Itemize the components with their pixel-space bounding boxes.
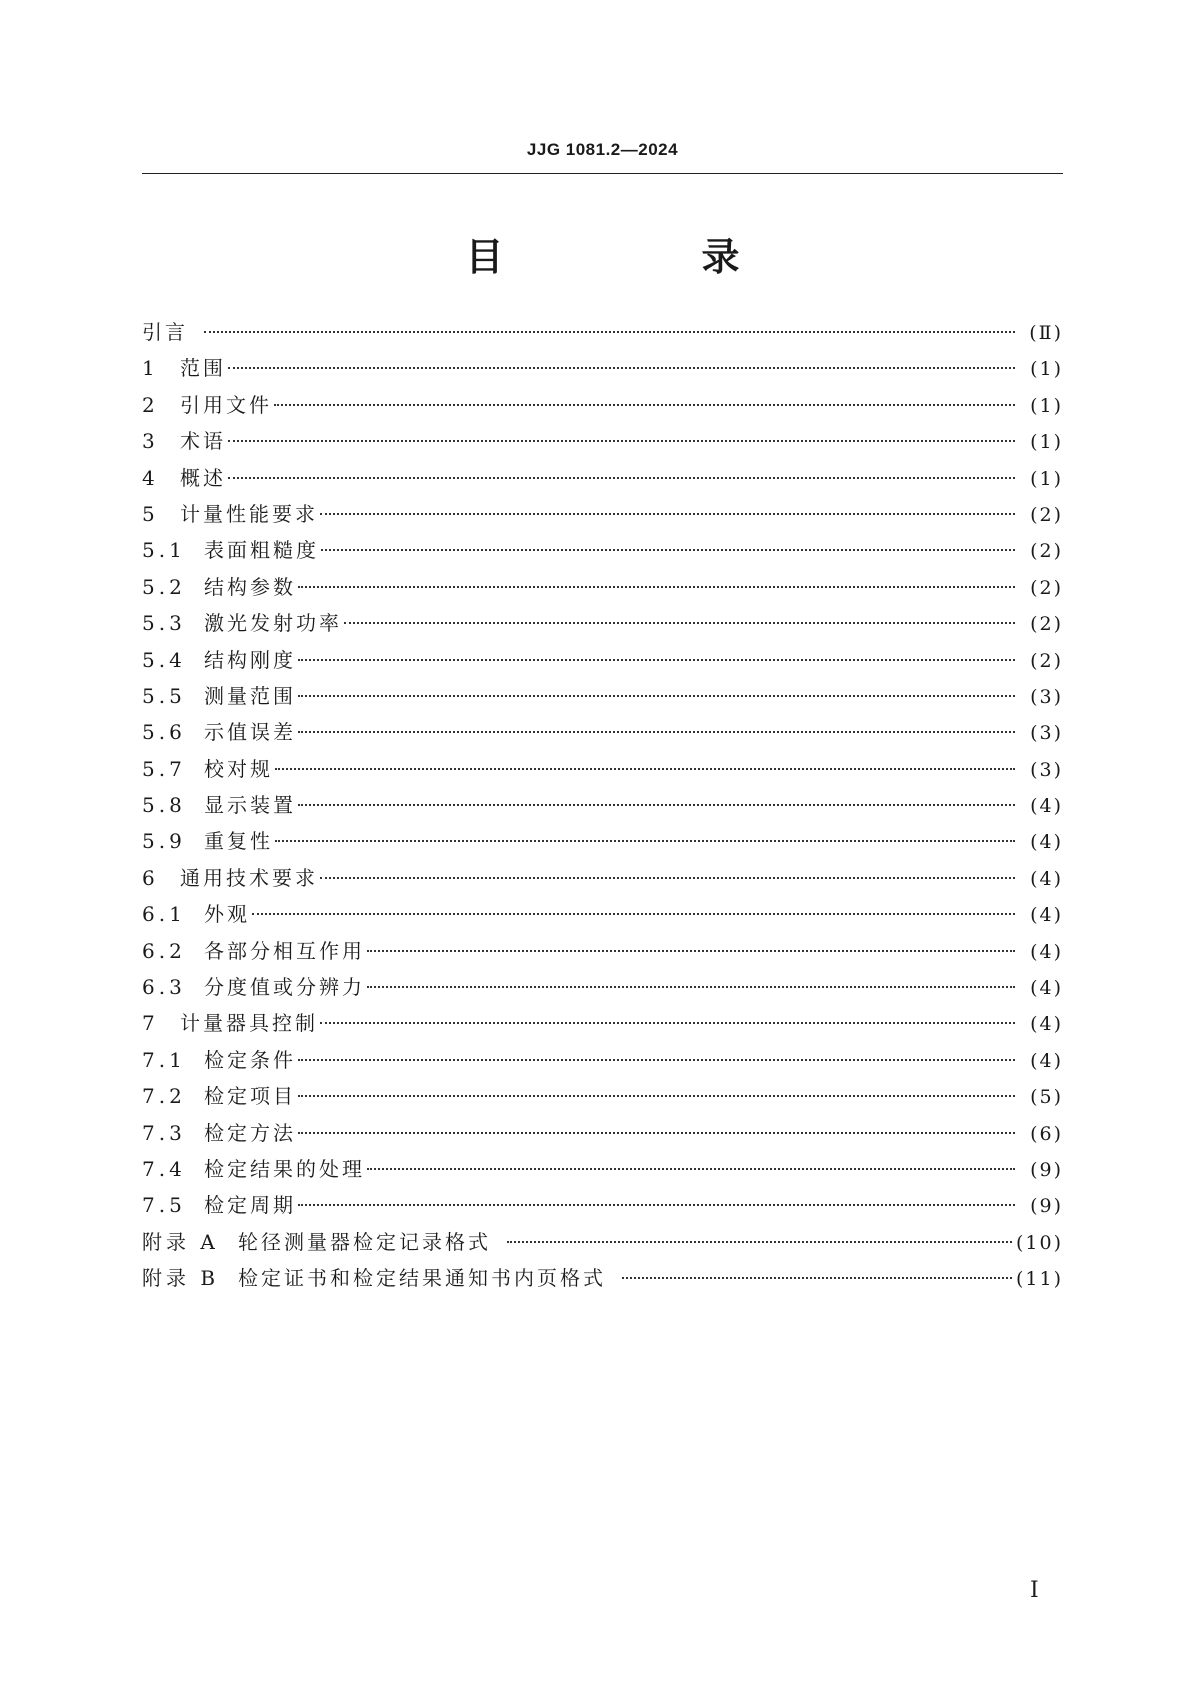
toc-entry[interactable] [142, 460, 1063, 496]
toc-leader-dots [320, 877, 1015, 879]
toc-entry-number: 5.8 [142, 793, 186, 818]
toc-leader-dots [298, 586, 1015, 588]
toc-entry-title: 概述 [180, 465, 226, 490]
toc-entry-page: (6) [1030, 1122, 1063, 1145]
toc-entry[interactable] [142, 496, 1063, 532]
toc-leader-dots [344, 622, 1015, 624]
toc-entry-page: (3) [1030, 685, 1063, 708]
toc-entry-page: (2) [1030, 540, 1063, 563]
toc-leader-dots [298, 1095, 1015, 1097]
toc-entry-page: (3) [1030, 758, 1063, 781]
toc-entry[interactable] [142, 569, 1063, 605]
toc-entry[interactable] [142, 1260, 1063, 1296]
header-rule [142, 173, 1063, 174]
toc-entry[interactable] [142, 860, 1063, 896]
toc-leader-dots [298, 804, 1015, 806]
toc-entry-page: (4) [1030, 1013, 1063, 1036]
toc-entry[interactable] [142, 350, 1063, 386]
toc-entry-number: 附录 A [142, 1229, 219, 1254]
toc-leader-dots [321, 549, 1015, 551]
toc-leader-dots [298, 659, 1015, 661]
toc-entry[interactable] [142, 896, 1063, 932]
toc-entry[interactable] [142, 1115, 1063, 1151]
toc-entry-page: (9) [1030, 1158, 1063, 1181]
toc-entry-title: 校对规 [204, 756, 273, 781]
toc-entry-page: (9) [1030, 1195, 1063, 1218]
toc-entry-title: 范围 [180, 356, 226, 381]
toc-entry-page: (2) [1030, 613, 1063, 636]
toc-entry[interactable] [142, 933, 1063, 969]
toc-entry-title: 分度值或分辨力 [204, 975, 365, 1000]
toc-entry-title: 检定证书和检定结果通知书内页格式 [238, 1266, 606, 1291]
toc-entry-page: (1) [1030, 358, 1063, 381]
toc-entry-page: (2) [1030, 503, 1063, 526]
toc-leader-dots [320, 513, 1015, 515]
toc-entry[interactable] [142, 1078, 1063, 1114]
toc-entry-page: (1) [1030, 467, 1063, 490]
toc-entry[interactable] [142, 823, 1063, 859]
toc-entry[interactable] [142, 314, 1063, 350]
toc-leader-dots [228, 367, 1015, 369]
toc-leader-dots [275, 768, 1015, 770]
toc-entry-number: 6.3 [142, 975, 186, 1000]
toc-entry[interactable] [142, 678, 1063, 714]
toc-leader-dots [507, 1241, 1012, 1243]
toc-leader-dots [367, 986, 1015, 988]
toc-entry-number: 5.1 [142, 538, 186, 563]
toc-leader-dots [298, 1059, 1015, 1061]
toc-leader-dots [228, 440, 1015, 442]
toc-entry-title: 示值误差 [204, 720, 296, 745]
toc-entry-title: 检定条件 [204, 1047, 296, 1072]
toc-entry-page: (2) [1030, 649, 1063, 672]
toc-entry-number: 5 [142, 501, 159, 526]
toc-entry-title: 轮径测量器检定记录格式 [238, 1229, 491, 1254]
toc-entry-title: 表面粗糙度 [204, 538, 319, 563]
toc-entry-number: 5.9 [142, 829, 186, 854]
toc-entry-title: 通用技术要求 [180, 865, 318, 890]
toc-entry-page: (11) [1015, 1268, 1063, 1291]
toc-entry-title: 测量范围 [204, 683, 296, 708]
toc-leader-dots [320, 1022, 1015, 1024]
toc-entry-page: (5) [1030, 1086, 1063, 1109]
toc-entry-number: 5.5 [142, 683, 186, 708]
toc-entry-page: (4) [1030, 977, 1063, 1000]
toc-entry-page: (2) [1030, 576, 1063, 599]
toc-entry[interactable] [142, 532, 1063, 568]
toc-entry-number: 4 [142, 465, 159, 490]
toc-entry-title: 计量性能要求 [180, 501, 318, 526]
toc-leader-dots [298, 1132, 1015, 1134]
toc-entry-number: 7.1 [142, 1047, 186, 1072]
toc-entry-number: 5.3 [142, 611, 186, 636]
toc-entry-page: (3) [1030, 722, 1063, 745]
toc-leader-dots [275, 840, 1015, 842]
toc-entry-page: (4) [1030, 867, 1063, 890]
toc-entry-page: (4) [1030, 795, 1063, 818]
toc-leader-dots [228, 477, 1015, 479]
toc-entry-page: (4) [1030, 1049, 1063, 1072]
toc-entry-title: 外观 [204, 902, 250, 927]
toc-entry-number: 3 [142, 429, 159, 454]
toc-entry[interactable] [142, 787, 1063, 823]
toc-entry-number: 7 [142, 1011, 159, 1036]
toc-entry-number: 5.4 [142, 647, 186, 672]
toc-entry-page: (Ⅱ) [1029, 322, 1063, 344]
toc-entry[interactable] [142, 387, 1063, 423]
toc-leader-dots [367, 1168, 1015, 1170]
toc-entry-page: (4) [1030, 904, 1063, 927]
toc-entry-page: (4) [1030, 831, 1063, 854]
toc-leader-dots [252, 913, 1015, 915]
toc-leader-dots [367, 950, 1015, 952]
table-of-contents [142, 314, 1063, 1297]
toc-entry[interactable] [142, 1042, 1063, 1078]
toc-entry-title: 重复性 [204, 829, 273, 854]
toc-entry-number: 7.4 [142, 1156, 186, 1181]
toc-entry-title: 检定项目 [204, 1084, 296, 1109]
toc-entry[interactable] [142, 423, 1063, 459]
toc-entry-page: (4) [1030, 940, 1063, 963]
toc-entry-number: 5.6 [142, 720, 186, 745]
toc-entry-title: 结构参数 [204, 574, 296, 599]
toc-entry-page: (1) [1030, 394, 1063, 417]
toc-entry[interactable] [142, 605, 1063, 641]
toc-entry[interactable] [142, 1005, 1063, 1041]
page-number: Ⅰ [1030, 1578, 1039, 1603]
toc-leader-dots [274, 404, 1015, 406]
toc-leader-dots [204, 331, 1015, 333]
toc-entry-number: 6.1 [142, 902, 186, 927]
toc-entry-title: 术语 [180, 429, 226, 454]
toc-entry-page: (1) [1030, 431, 1063, 454]
toc-entry-title: 激光发射功率 [204, 611, 342, 636]
toc-entry-title: 引言 [142, 320, 188, 344]
toc-entry-number: 7.5 [142, 1193, 186, 1218]
toc-entry[interactable] [142, 1151, 1063, 1187]
toc-entry-title: 引用文件 [180, 392, 272, 417]
toc-entry[interactable] [142, 1187, 1063, 1223]
toc-entry-number: 6 [142, 865, 159, 890]
toc-entry-number: 5.2 [142, 574, 186, 599]
toc-entry-number: 7.2 [142, 1084, 186, 1109]
toc-entry[interactable] [142, 642, 1063, 678]
toc-leader-dots [622, 1277, 1012, 1279]
toc-entry[interactable] [142, 969, 1063, 1005]
toc-entry[interactable] [142, 714, 1063, 750]
toc-leader-dots [298, 695, 1015, 697]
toc-title: 目 录 [465, 235, 820, 279]
toc-entry-title: 各部分相互作用 [204, 938, 365, 963]
standard-code-header: JJG 1081.2—2024 [526, 140, 679, 159]
toc-entry-title: 检定结果的处理 [204, 1156, 365, 1181]
toc-leader-dots [298, 1204, 1015, 1206]
toc-entry-number: 附录 B [142, 1266, 220, 1291]
toc-entry[interactable] [142, 1224, 1063, 1260]
toc-entry-number: 2 [142, 392, 159, 417]
toc-entry-number: 5.7 [142, 756, 186, 781]
toc-entry-title: 检定方法 [204, 1120, 296, 1145]
toc-entry[interactable] [142, 751, 1063, 787]
toc-entry-title: 计量器具控制 [180, 1011, 318, 1036]
toc-entry-title: 检定周期 [204, 1193, 296, 1218]
toc-entry-number: 7.3 [142, 1120, 186, 1145]
toc-entry-number: 6.2 [142, 938, 186, 963]
toc-entry-number: 1 [142, 356, 159, 381]
toc-leader-dots [298, 731, 1015, 733]
toc-entry-title: 结构刚度 [204, 647, 296, 672]
toc-entry-page: (10) [1015, 1231, 1063, 1254]
toc-entry-title: 显示装置 [204, 793, 296, 818]
